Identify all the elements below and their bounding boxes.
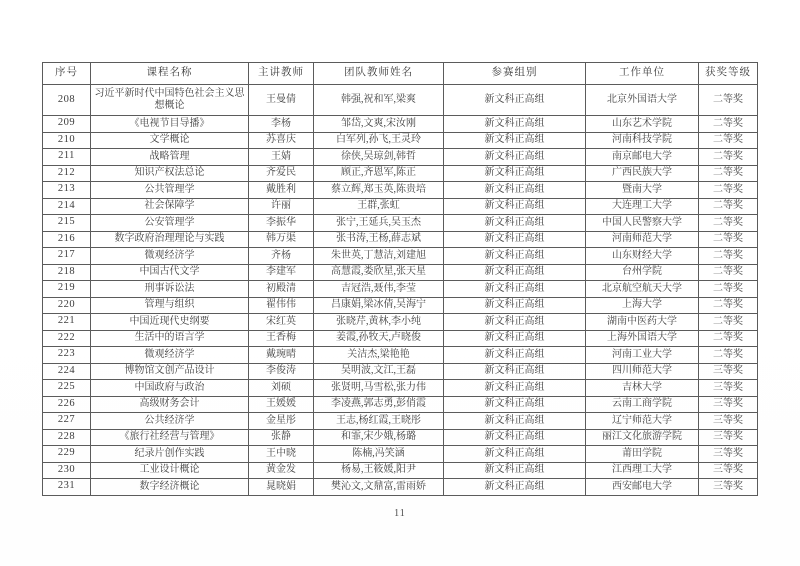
table-row (43, 264, 758, 281)
cell-award-level: 三等奖 (699, 479, 758, 496)
table-row (43, 380, 758, 397)
cell-award-level: 三等奖 (699, 396, 758, 413)
cell-team-teachers: 吉冠浩,聂伟,李莹 (314, 281, 444, 298)
cell-award-level: 三等奖 (699, 363, 758, 380)
award-table (42, 62, 758, 496)
cell-award-level: 三等奖 (699, 462, 758, 479)
cell-index: 230 (43, 462, 91, 479)
cell-team-teachers: 白军列,孙飞,王灵玲 (314, 132, 444, 149)
cell-work-unit: 江西理工大学 (586, 462, 699, 479)
cell-award-level: 二等奖 (699, 165, 758, 182)
cell-team-teachers: 徐侠,吴琼剑,韩哲 (314, 149, 444, 166)
cell-team-teachers: 樊沁文,文鼎富,雷雨娇 (314, 479, 444, 496)
cell-team-teachers: 高慧霞,娄欣星,张天星 (314, 264, 444, 281)
cell-course-name: 公共经济学 (91, 413, 249, 430)
table-row (43, 248, 758, 265)
cell-competition-group: 新文科正高组 (444, 281, 586, 298)
table-row (43, 215, 758, 232)
cell-lead-teacher: 王婧 (249, 149, 314, 166)
cell-work-unit: 山东财经大学 (586, 248, 699, 265)
cell-course-name: 中国古代文学 (91, 264, 249, 281)
cell-lead-teacher: 黄金发 (249, 462, 314, 479)
cell-award-level: 二等奖 (699, 248, 758, 265)
cell-award-level: 二等奖 (699, 132, 758, 149)
cell-lead-teacher: 李建军 (249, 264, 314, 281)
cell-course-name: 《旅行社经营与管理》 (91, 429, 249, 446)
cell-work-unit: 中国人民警察大学 (586, 215, 699, 232)
cell-index: 208 (43, 85, 91, 116)
table-row (43, 462, 758, 479)
table-row (43, 363, 758, 380)
cell-lead-teacher: 韩万渠 (249, 231, 314, 248)
cell-index: 213 (43, 182, 91, 199)
cell-team-teachers: 陈楠,冯笑涵 (314, 446, 444, 463)
cell-competition-group: 新文科正高组 (444, 446, 586, 463)
table-row (43, 165, 758, 182)
cell-lead-teacher: 王媛媛 (249, 396, 314, 413)
cell-index: 216 (43, 231, 91, 248)
cell-competition-group: 新文科正高组 (444, 116, 586, 133)
page-number: 11 (394, 508, 406, 519)
table-row (43, 347, 758, 364)
cell-award-level: 三等奖 (699, 380, 758, 397)
table-row (43, 85, 758, 116)
cell-work-unit: 吉林大学 (586, 380, 699, 397)
cell-course-name: 公共管理学 (91, 182, 249, 199)
cell-course-name: 《电视节目导播》 (91, 116, 249, 133)
cell-competition-group: 新文科正高组 (444, 413, 586, 430)
cell-course-name: 纪录片创作实践 (91, 446, 249, 463)
table-row (43, 281, 758, 298)
cell-work-unit: 台州学院 (586, 264, 699, 281)
cell-index: 223 (43, 347, 91, 364)
cell-work-unit: 河南科技学院 (586, 132, 699, 149)
cell-work-unit: 西安邮电大学 (586, 479, 699, 496)
cell-lead-teacher: 苏喜庆 (249, 132, 314, 149)
cell-work-unit: 南京邮电大学 (586, 149, 699, 166)
table-row (43, 396, 758, 413)
cell-work-unit: 辽宁师范大学 (586, 413, 699, 430)
cell-team-teachers: 顾正,齐恩军,陈正 (314, 165, 444, 182)
cell-team-teachers: 李凌燕,郭志勇,彭俏霞 (314, 396, 444, 413)
cell-index: 231 (43, 479, 91, 496)
cell-lead-teacher: 李俊涛 (249, 363, 314, 380)
cell-competition-group: 新文科正高组 (444, 330, 586, 347)
cell-work-unit: 山东艺术学院 (586, 116, 699, 133)
cell-team-teachers: 邹岱,文爽,宋汝刚 (314, 116, 444, 133)
cell-award-level: 二等奖 (699, 182, 758, 199)
cell-work-unit: 广西民族大学 (586, 165, 699, 182)
cell-index: 229 (43, 446, 91, 463)
cell-work-unit: 上海大学 (586, 297, 699, 314)
cell-competition-group: 新文科正高组 (444, 429, 586, 446)
cell-course-name: 刑事诉讼法 (91, 281, 249, 298)
cell-team-teachers: 吕康娟,梁冰倩,吴海宁 (314, 297, 444, 314)
cell-work-unit: 上海外国语大学 (586, 330, 699, 347)
cell-index: 210 (43, 132, 91, 149)
cell-award-level: 二等奖 (699, 231, 758, 248)
cell-lead-teacher: 王曼倩 (249, 85, 314, 116)
cell-competition-group: 新文科正高组 (444, 264, 586, 281)
cell-lead-teacher: 晁晓娟 (249, 479, 314, 496)
table-row (43, 231, 758, 248)
cell-lead-teacher: 王香梅 (249, 330, 314, 347)
cell-index: 220 (43, 297, 91, 314)
cell-index: 212 (43, 165, 91, 182)
col-header-index: 序号 (43, 63, 91, 85)
cell-team-teachers: 韩强,祝和军,梁爽 (314, 85, 444, 116)
cell-competition-group: 新文科正高组 (444, 165, 586, 182)
cell-competition-group: 新文科正高组 (444, 363, 586, 380)
cell-competition-group: 新文科正高组 (444, 85, 586, 116)
cell-competition-group: 新文科正高组 (444, 297, 586, 314)
table-row (43, 198, 758, 215)
col-header-lead-teacher: 主讲教师 (249, 63, 314, 85)
cell-team-teachers: 蔡立辉,郑玉英,陈贵培 (314, 182, 444, 199)
cell-index: 215 (43, 215, 91, 232)
table-row (43, 413, 758, 430)
cell-team-teachers: 关洁杰,梁艳艳 (314, 347, 444, 364)
cell-course-name: 工业设计概论 (91, 462, 249, 479)
col-header-course: 课程名称 (91, 63, 249, 85)
cell-course-name: 微观经济学 (91, 248, 249, 265)
cell-lead-teacher: 许丽 (249, 198, 314, 215)
table-row (43, 330, 758, 347)
cell-index: 218 (43, 264, 91, 281)
cell-course-name: 中国政府与政治 (91, 380, 249, 397)
cell-course-name: 中国近现代史纲要 (91, 314, 249, 331)
cell-competition-group: 新文科正高组 (444, 396, 586, 413)
cell-index: 227 (43, 413, 91, 430)
header-row (43, 63, 758, 85)
cell-work-unit: 暨南大学 (586, 182, 699, 199)
cell-lead-teacher: 宋红英 (249, 314, 314, 331)
table-row (43, 149, 758, 166)
cell-competition-group: 新文科正高组 (444, 462, 586, 479)
cell-work-unit: 云南工商学院 (586, 396, 699, 413)
cell-award-level: 二等奖 (699, 198, 758, 215)
cell-work-unit: 大连理工大学 (586, 198, 699, 215)
cell-competition-group: 新文科正高组 (444, 198, 586, 215)
cell-work-unit: 莆田学院 (586, 446, 699, 463)
cell-competition-group: 新文科正高组 (444, 182, 586, 199)
cell-lead-teacher: 齐杨 (249, 248, 314, 265)
cell-index: 214 (43, 198, 91, 215)
cell-team-teachers: 王志,杨红霞,王晓彤 (314, 413, 444, 430)
cell-work-unit: 湖南中医药大学 (586, 314, 699, 331)
cell-lead-teacher: 张静 (249, 429, 314, 446)
cell-team-teachers: 张晓芹,黄林,李小纯 (314, 314, 444, 331)
cell-work-unit: 北京航空航天大学 (586, 281, 699, 298)
cell-award-level: 三等奖 (699, 446, 758, 463)
cell-index: 224 (43, 363, 91, 380)
cell-course-name: 博物馆文创产品设计 (91, 363, 249, 380)
cell-course-name: 知识产权法总论 (91, 165, 249, 182)
cell-team-teachers: 张贤明,马雪松,张力伟 (314, 380, 444, 397)
cell-index: 226 (43, 396, 91, 413)
table-row (43, 297, 758, 314)
cell-competition-group: 新文科正高组 (444, 132, 586, 149)
cell-course-name: 习近平新时代中国特色社会主义思想概论 (91, 85, 249, 116)
cell-team-teachers: 张书涛,王杨,薛志斌 (314, 231, 444, 248)
cell-index: 221 (43, 314, 91, 331)
cell-lead-teacher: 戴胜利 (249, 182, 314, 199)
table-row (43, 314, 758, 331)
col-header-team-teachers: 团队教师姓名 (314, 63, 444, 85)
cell-team-teachers: 吴明波,文江,王磊 (314, 363, 444, 380)
cell-course-name: 高级财务会计 (91, 396, 249, 413)
col-header-award-level: 获奖等级 (699, 63, 758, 85)
cell-team-teachers: 朱世英,丁慧洁,刘建旭 (314, 248, 444, 265)
cell-award-level: 二等奖 (699, 314, 758, 331)
cell-award-level: 二等奖 (699, 149, 758, 166)
cell-work-unit: 丽江文化旅游学院 (586, 429, 699, 446)
cell-index: 217 (43, 248, 91, 265)
cell-team-teachers: 张宁,王延兵,吴玉杰 (314, 215, 444, 232)
cell-competition-group: 新文科正高组 (444, 314, 586, 331)
col-header-group: 参赛组别 (444, 63, 586, 85)
cell-work-unit: 河南师范大学 (586, 231, 699, 248)
table-row (43, 429, 758, 446)
cell-course-name: 社会保障学 (91, 198, 249, 215)
cell-lead-teacher: 初殿清 (249, 281, 314, 298)
cell-competition-group: 新文科正高组 (444, 347, 586, 364)
cell-course-name: 战略管理 (91, 149, 249, 166)
cell-award-level: 二等奖 (699, 347, 758, 364)
cell-lead-teacher: 王中晓 (249, 446, 314, 463)
table-row (43, 182, 758, 199)
cell-award-level: 二等奖 (699, 330, 758, 347)
cell-course-name: 数字经济概论 (91, 479, 249, 496)
cell-index: 209 (43, 116, 91, 133)
cell-lead-teacher: 齐爱民 (249, 165, 314, 182)
cell-award-level: 二等奖 (699, 215, 758, 232)
table-row (43, 446, 758, 463)
cell-team-teachers: 杨易,王筱媛,阳尹 (314, 462, 444, 479)
cell-course-name: 生活中的语言学 (91, 330, 249, 347)
cell-lead-teacher: 刘硕 (249, 380, 314, 397)
cell-award-level: 二等奖 (699, 297, 758, 314)
cell-lead-teacher: 金星彤 (249, 413, 314, 430)
cell-competition-group: 新文科正高组 (444, 248, 586, 265)
cell-award-level: 二等奖 (699, 281, 758, 298)
cell-index: 225 (43, 380, 91, 397)
cell-index: 211 (43, 149, 91, 166)
cell-index: 228 (43, 429, 91, 446)
table-row (43, 132, 758, 149)
cell-lead-teacher: 李杨 (249, 116, 314, 133)
cell-index: 219 (43, 281, 91, 298)
cell-team-teachers: 王群,张虹 (314, 198, 444, 215)
cell-course-name: 公安管理学 (91, 215, 249, 232)
cell-course-name: 管理与组织 (91, 297, 249, 314)
cell-index: 222 (43, 330, 91, 347)
cell-team-teachers: 姜霞,孙牧天,卢晓俊 (314, 330, 444, 347)
cell-award-level: 三等奖 (699, 429, 758, 446)
cell-work-unit: 河南工业大学 (586, 347, 699, 364)
cell-course-name: 微观经济学 (91, 347, 249, 364)
cell-award-level: 二等奖 (699, 264, 758, 281)
cell-lead-teacher: 李振华 (249, 215, 314, 232)
cell-lead-teacher: 翟伟伟 (249, 297, 314, 314)
award-table-body (43, 85, 758, 496)
cell-work-unit: 四川师范大学 (586, 363, 699, 380)
cell-competition-group: 新文科正高组 (444, 231, 586, 248)
table-row (43, 116, 758, 133)
cell-team-teachers: 和霏,宋少娥,杨璐 (314, 429, 444, 446)
cell-competition-group: 新文科正高组 (444, 149, 586, 166)
cell-competition-group: 新文科正高组 (444, 380, 586, 397)
cell-lead-teacher: 戴琬晴 (249, 347, 314, 364)
cell-course-name: 文学概论 (91, 132, 249, 149)
cell-competition-group: 新文科正高组 (444, 479, 586, 496)
cell-award-level: 二等奖 (699, 116, 758, 133)
cell-award-level: 三等奖 (699, 413, 758, 430)
cell-work-unit: 北京外国语大学 (586, 85, 699, 116)
col-header-work-unit: 工作单位 (586, 63, 699, 85)
cell-competition-group: 新文科正高组 (444, 215, 586, 232)
table-row (43, 479, 758, 496)
cell-award-level: 二等奖 (699, 85, 758, 116)
cell-course-name: 数字政府治理理论与实践 (91, 231, 249, 248)
